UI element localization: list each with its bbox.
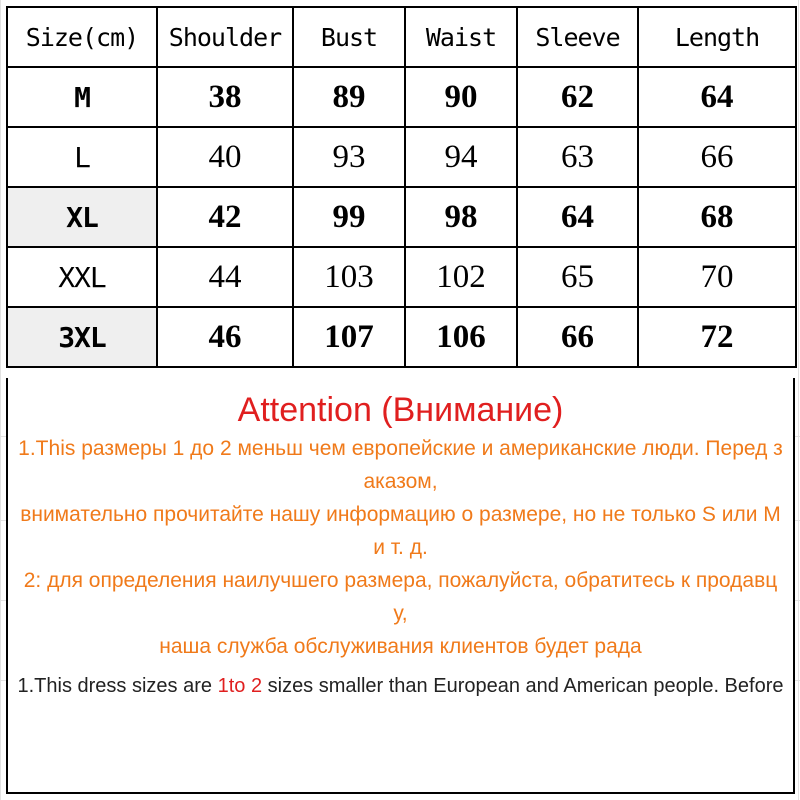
table-row bbox=[7, 307, 796, 367]
notice-line: наша служба обслуживания клиентов будет рада bbox=[159, 635, 642, 658]
length-cell: 70 bbox=[638, 247, 796, 307]
shoulder-cell: 44 bbox=[157, 247, 293, 307]
notice-line: аказом, bbox=[363, 470, 438, 493]
waist-cell: 98 bbox=[405, 187, 517, 247]
shoulder-cell: 38 bbox=[157, 67, 293, 127]
header-shoulder: Shoulder bbox=[157, 7, 293, 67]
table-row bbox=[7, 247, 796, 307]
sleeve-cell: 66 bbox=[517, 307, 638, 367]
shoulder-cell: 40 bbox=[157, 127, 293, 187]
notice-line: у, bbox=[393, 602, 408, 625]
shoulder-cell: 46 bbox=[157, 307, 293, 367]
notice-english-highlight: 1to 2 bbox=[217, 675, 263, 697]
waist-cell: 102 bbox=[405, 247, 517, 307]
table-row bbox=[7, 187, 796, 247]
length-cell: 66 bbox=[638, 127, 796, 187]
attention-notice bbox=[6, 378, 795, 794]
bust-cell: 89 bbox=[293, 67, 405, 127]
bust-cell: 93 bbox=[293, 127, 405, 187]
notice-line: и т. д. bbox=[373, 536, 428, 559]
header-length: Length bbox=[638, 7, 796, 67]
size-cell: 3XL bbox=[7, 307, 157, 367]
notice-line: 2: для определения наилучшего размера, пожалуйста, обратитесь к продавц bbox=[23, 569, 778, 592]
size-cell: L bbox=[7, 127, 157, 187]
notice-line: 1.This размеры 1 до 2 меньш чем европейские и американские люди. Перед з bbox=[18, 437, 783, 460]
length-cell: 68 bbox=[638, 187, 796, 247]
header-waist: Waist bbox=[405, 7, 517, 67]
length-cell: 64 bbox=[638, 67, 796, 127]
sleeve-cell: 65 bbox=[517, 247, 638, 307]
shoulder-cell: 42 bbox=[157, 187, 293, 247]
notice-line: внимательно прочитайте нашу информацию о размере, но не только S или M bbox=[20, 503, 781, 526]
size-cell: XXL bbox=[7, 247, 157, 307]
waist-cell: 106 bbox=[405, 307, 517, 367]
sleeve-cell: 64 bbox=[517, 187, 638, 247]
header-bust: Bust bbox=[293, 7, 405, 67]
table-row bbox=[7, 127, 796, 187]
header-size: Size(cm) bbox=[7, 7, 157, 67]
sleeve-cell: 62 bbox=[517, 67, 638, 127]
table-row bbox=[7, 67, 796, 127]
notice-title: Attention (Внимание) bbox=[237, 391, 564, 429]
size-cell: M bbox=[7, 67, 157, 127]
size-cell: XL bbox=[7, 187, 157, 247]
bust-cell: 99 bbox=[293, 187, 405, 247]
notice-english-before: 1.This dress sizes are bbox=[17, 675, 218, 697]
length-cell: 72 bbox=[638, 307, 796, 367]
waist-cell: 94 bbox=[405, 127, 517, 187]
size-chart-table bbox=[6, 6, 797, 368]
bust-cell: 107 bbox=[293, 307, 405, 367]
bust-cell: 103 bbox=[293, 247, 405, 307]
notice-english-after: sizes smaller than European and American people. Before bbox=[262, 675, 784, 697]
header-sleeve: Sleeve bbox=[517, 7, 638, 67]
notice-english-line bbox=[8, 671, 793, 701]
sleeve-cell: 63 bbox=[517, 127, 638, 187]
table-header-row bbox=[7, 7, 796, 67]
waist-cell: 90 bbox=[405, 67, 517, 127]
